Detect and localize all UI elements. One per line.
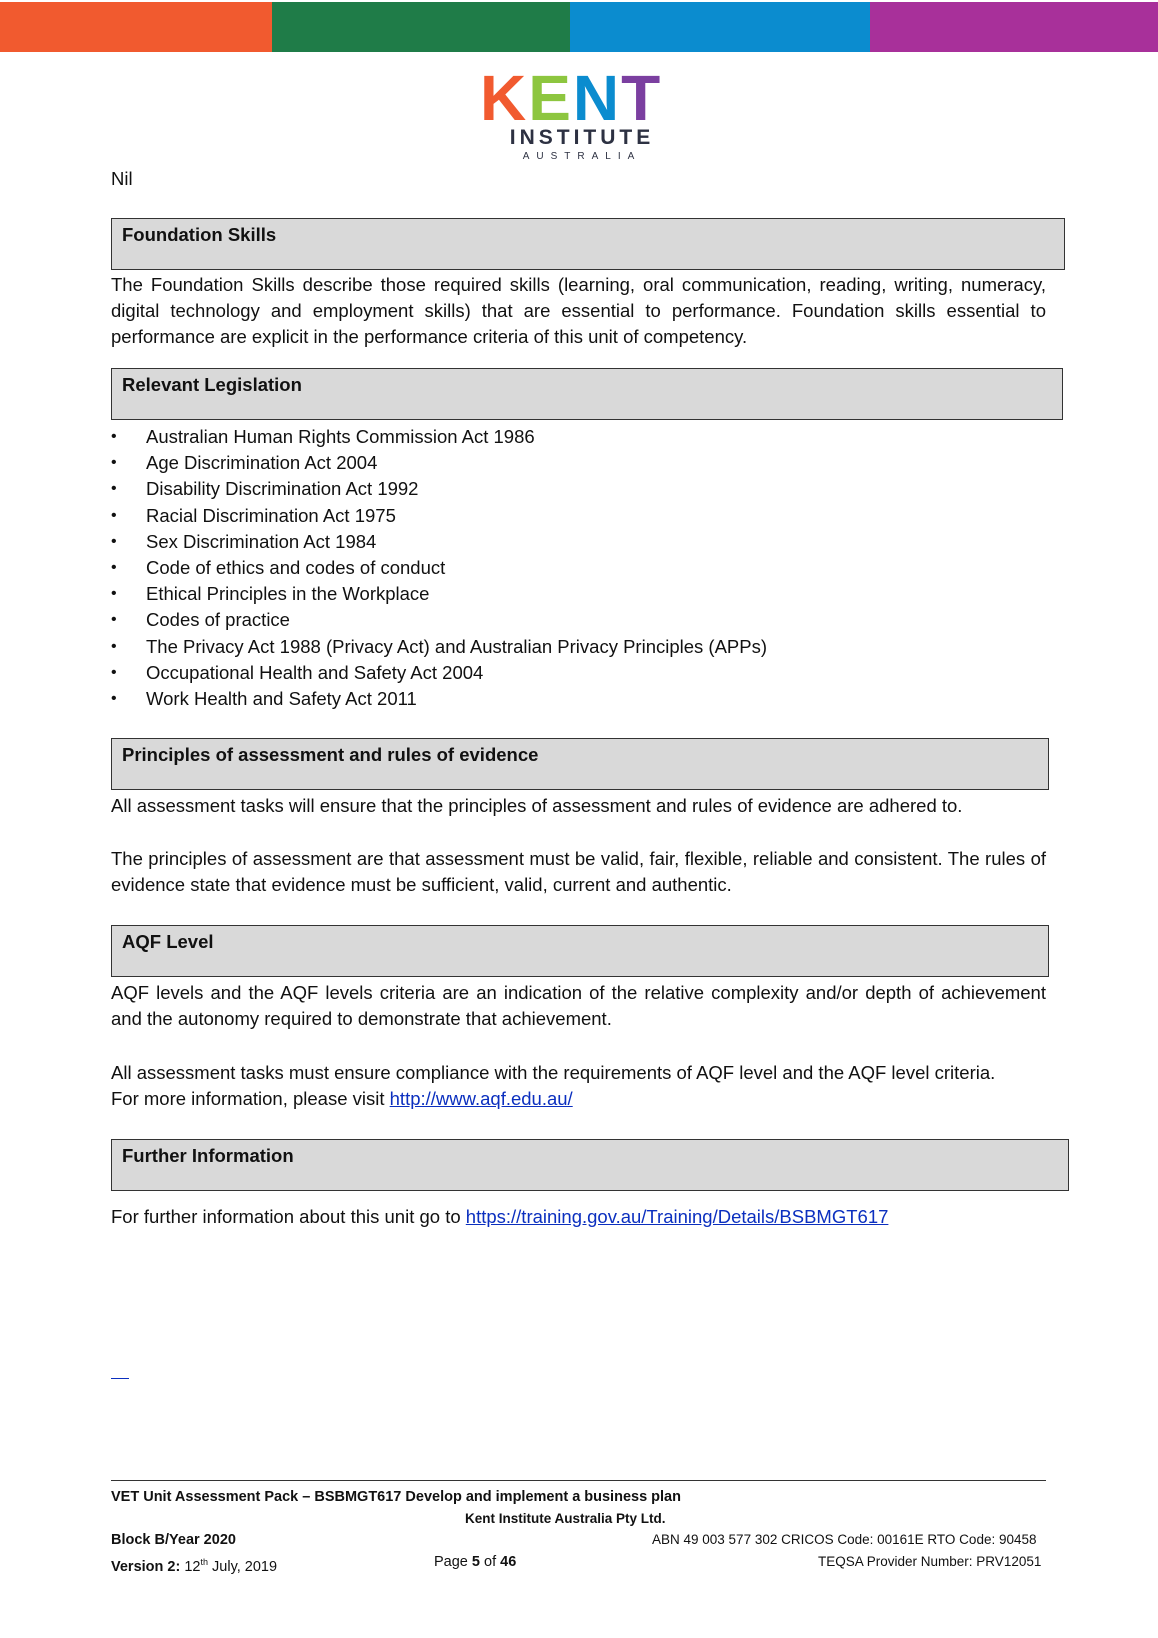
logo-letter-e: E <box>528 64 573 134</box>
footer-company: Kent Institute Australia Pty Ltd. <box>465 1511 666 1526</box>
principles-heading: Principles of assessment and rules of evidence <box>111 738 1049 790</box>
footer-block: Block B/Year 2020 <box>111 1532 236 1548</box>
footer-divider <box>111 1480 1046 1481</box>
aqf-para-1: AQF levels and the AQF levels criteria are an indication of the relative complexity and/or depth of achievement and the autonomy required to demonstrate that achievement. <box>111 982 1046 1029</box>
list-item: • Code of ethics and codes of conduct <box>111 556 446 578</box>
logo-institute-text: INSTITUTE <box>509 126 655 149</box>
footer-teqsa: TEQSA Provider Number: PRV12051 <box>818 1554 1042 1569</box>
header-stripe-orange <box>0 2 272 52</box>
footer-page-number: Page 5 of 46 <box>434 1554 517 1570</box>
svg-text:KENT <box>480 64 662 134</box>
footer-abn: ABN 49 003 577 302 CRICOS Code: 00161E RTO Code: 90458 <box>652 1532 1037 1547</box>
further-information-heading: Further Information <box>111 1139 1069 1191</box>
list-item: • Ethical Principles in the Workplace <box>111 583 430 605</box>
header-stripe-blue <box>570 2 870 52</box>
aqf-para-2: All assessment tasks must ensure compliance with the requirements of AQF level and the AQF level criteria. For more information, please visit http://www.aqf.edu.au/ <box>111 1062 996 1109</box>
legislation-list <box>111 424 767 712</box>
list-item: • Racial Discrimination Act 1975 <box>111 504 396 526</box>
footer-title: VET Unit Assessment Pack – BSBMGT617 Develop and implement a business plan <box>111 1489 681 1505</box>
logo-letter-t: T <box>621 64 663 134</box>
logo-letter-k: K <box>480 64 529 134</box>
header-stripe-purple <box>870 2 1158 52</box>
kent-institute-logo <box>478 64 688 164</box>
logo-australia-text: AUSTRALIA <box>522 151 642 162</box>
further-information-text: For further information about this unit go to https://training.gov.au/Training/Details/BSBMGT617 <box>111 1206 889 1227</box>
foundation-skills-heading: Foundation Skills <box>111 218 1065 270</box>
footer-version: Version 2: 12th July, 2019 <box>111 1557 278 1575</box>
logo-letter-n: N <box>572 64 622 134</box>
relevant-legislation-heading: Relevant Legislation <box>111 368 1063 420</box>
aqf-link[interactable]: http://www.aqf.edu.au/ <box>389 1088 573 1109</box>
principles-para-2: The principles of assessment are that assessment must be valid, fair, flexible, reliable and consistent. The rules of evidence state that evidence must be sufficient, valid, current and authentic. <box>111 848 1046 895</box>
list-item: • Disability Discrimination Act 1992 <box>111 478 419 500</box>
aqf-level-heading: AQF Level <box>111 925 1049 977</box>
training-gov-link[interactable]: https://training.gov.au/Training/Details/BSBMGT617 <box>465 1206 889 1227</box>
list-item: • Codes of practice <box>111 609 290 631</box>
list-item: • The Privacy Act 1988 (Privacy Act) and Australian Privacy Principles (APPs) <box>111 635 768 657</box>
list-item: • Work Health and Safety Act 2011 <box>111 687 417 709</box>
intro-text: Nil <box>111 168 133 189</box>
header-stripe-green <box>272 2 570 52</box>
foundation-skills-body: The Foundation Skills describe those required skills (learning, oral communication, reading, writing, numeracy, digital technology and employment skills) that are essential to performance. Foundation skills essential to performance are explicit in the performance criteria of this unit of competency. <box>111 274 1046 347</box>
empty-link-underline[interactable] <box>111 1378 129 1379</box>
list-item: • Age Discrimination Act 2004 <box>111 452 378 474</box>
principles-para-1: All assessment tasks will ensure that the principles of assessment and rules of evidence are adhered to. <box>111 795 963 816</box>
list-item: • Australian Human Rights Commission Act 1986 <box>111 426 535 447</box>
list-item: • Sex Discrimination Act 1984 <box>111 530 377 552</box>
list-item: • Occupational Health and Safety Act 2004 <box>111 661 484 683</box>
